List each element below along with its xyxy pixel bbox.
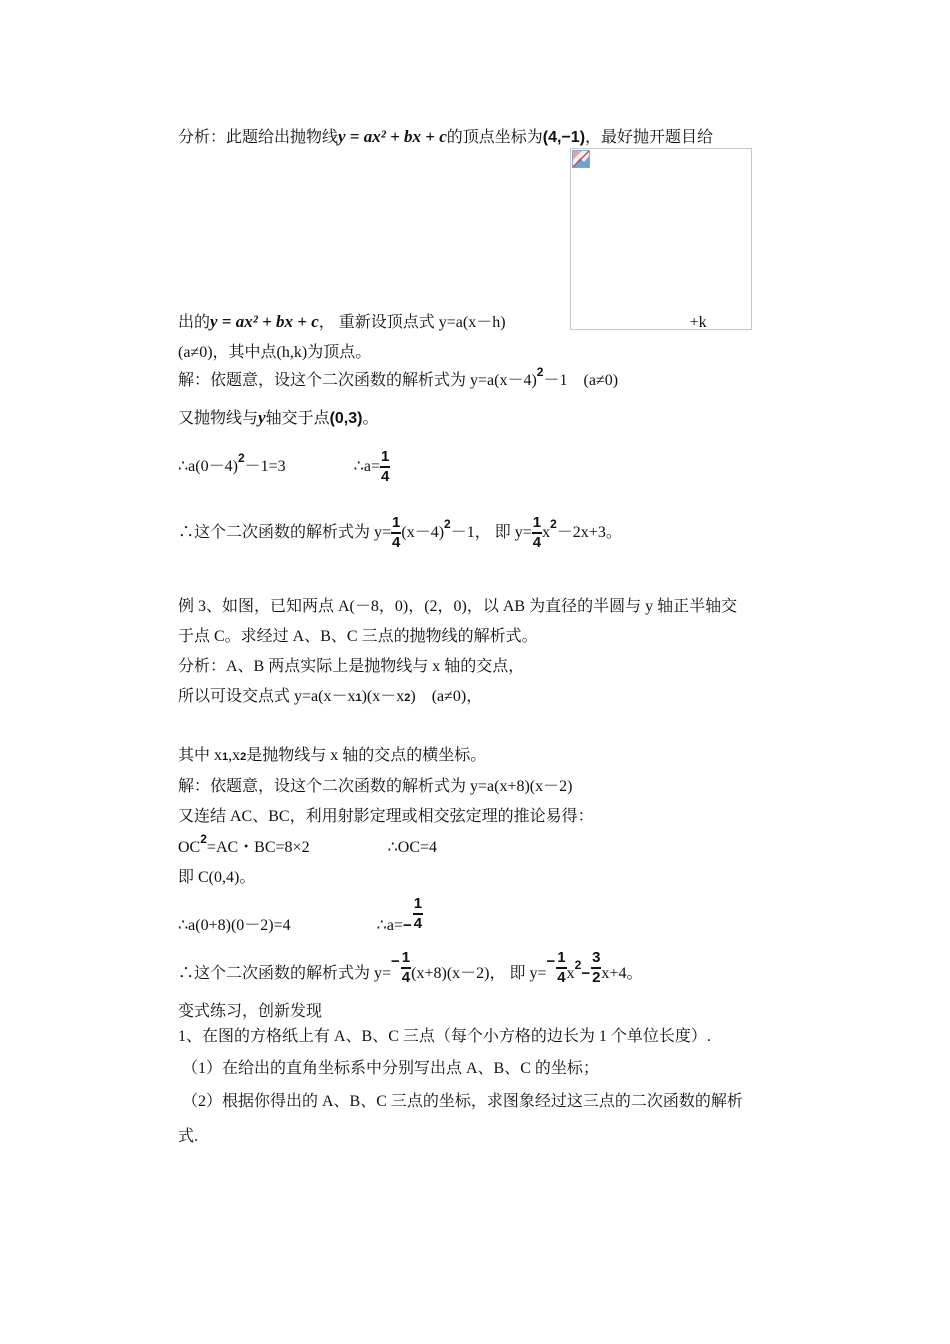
vertex-form-end: +k <box>689 314 707 331</box>
text-segment: x <box>566 965 575 982</box>
solution-line-3 <box>178 442 390 492</box>
fraction: $\frac{1}{4}$ <box>401 949 411 987</box>
text-segment: (x－4) <box>401 524 445 541</box>
text-segment: 又抛物线与 <box>178 408 259 427</box>
text-segment: =AC・BC=8×2 <box>206 839 310 856</box>
text-segment: ∴这个二次函数的解析式为 y= <box>178 965 392 982</box>
text-segment: ∴a= <box>353 458 380 475</box>
minus-sign: − <box>546 953 556 971</box>
text-segment: 所以可设交点式 y=a(x－x <box>178 688 356 705</box>
example-3-line-1: 例 3、如图，已知两点 A(－8，0)，(2，0)，以 AB 为直径的半圆与 y 轴正半轴交 <box>178 598 738 615</box>
practice-part-2: （2）根据你得出的 A、B、C 三点的坐标，求图象经过这三点的二次函数的解析 <box>182 1093 743 1110</box>
practice-question-1: 1、在图的方格纸上有 A、B、C 三点（每个小方格的边长为 1 个单位长度）. <box>178 1028 711 1045</box>
fraction: $\frac{1}{4}$ <box>532 514 542 552</box>
text-segment: 是抛物线与 x 轴的交点的横坐标。 <box>246 747 487 764</box>
exponent: 2 <box>200 832 207 846</box>
intercept-point: (0,3) <box>329 410 363 427</box>
solution-line-1 <box>178 365 619 391</box>
fraction: $\frac{1}{4}$ <box>380 448 390 486</box>
subscript: 1 <box>222 751 229 763</box>
exponent: 2 <box>237 451 245 465</box>
subscript: 2 <box>240 751 247 763</box>
example-3-solution-5 <box>178 944 642 1004</box>
text-segment: x <box>542 524 551 541</box>
text-segment: 解：依题意，设这个二次函数的解析式为 y=a(x－4) <box>178 372 537 389</box>
intercept-form-line <box>178 687 482 708</box>
y-variable: y <box>258 408 266 427</box>
roots-note <box>178 746 486 767</box>
vertex-coordinates: (4,−1) <box>542 129 586 146</box>
analysis-text-end: ，最好抛开题目给 <box>585 127 714 146</box>
broken-image-icon <box>572 150 590 168</box>
exponent: 2 <box>550 517 557 531</box>
subscript: 1 <box>355 692 362 704</box>
minus-sign: − <box>402 917 412 935</box>
practice-part-2-end: 式. <box>178 1128 199 1145</box>
vertex-form-text: ， 重新设顶点式 y=a(x－h) <box>318 314 506 331</box>
text-segment: －1 (a≠0) <box>543 372 619 389</box>
text-segment: (x+8)(x－2)， 即 y= <box>411 965 547 982</box>
text-segment: ∴a= <box>376 917 403 934</box>
text-segment: ,x <box>228 747 241 764</box>
example-3-solution-2: 又连结 AC、BC，利用射影定理或相交弦定理的推论易得： <box>178 808 594 825</box>
text-segment: －1， 即 y= <box>450 524 532 541</box>
text-segment: OC <box>178 839 201 856</box>
fraction: $\frac{3}{2}$ <box>592 949 601 987</box>
fraction: $\frac{1}{4}$ <box>413 895 423 933</box>
exponent: 2 <box>444 517 451 531</box>
example-3-analysis: 分析：A、B 两点实际上是抛物线与 x 轴的交点， <box>178 658 525 675</box>
text-segment: －2x+3。 <box>556 524 622 541</box>
minus-sign: − <box>581 965 591 983</box>
text-segment: )(x－x <box>361 688 405 705</box>
solution-line-4 <box>178 508 622 558</box>
text-segment: x+4。 <box>601 965 643 982</box>
practice-heading: 变式练习，创新发现 <box>178 1003 323 1020</box>
exponent: 2 <box>574 958 582 972</box>
vertex-note: (a≠0)，其中点(h,k)为顶点。 <box>178 344 372 361</box>
example-3-line-2: 于点 C。求经过 A、B、C 三点的抛物线的解析式。 <box>178 628 538 645</box>
text-segment: 其中 x <box>178 747 223 764</box>
text-segment: 。 <box>362 408 379 427</box>
text-segment: ∴这个二次函数的解析式为 y= <box>178 524 392 541</box>
point-c: 即 C(0,4)。 <box>178 869 256 886</box>
fraction: $\frac{1}{4}$ <box>557 949 566 987</box>
vertex-text: 的顶点坐标为 <box>446 127 543 146</box>
exponent: 2 <box>536 365 544 379</box>
solution-line-2 <box>178 408 379 429</box>
practice-part-1: （1）在给出的直角坐标系中分别写出点 A、B、C 的坐标； <box>182 1060 599 1077</box>
text-segment: ∴a(0+8)(0－2)=4 <box>178 917 291 934</box>
text-segment: 出的 <box>178 312 211 331</box>
analysis-text: 分析：此题给出抛物线 <box>178 127 339 146</box>
analysis-line-1 <box>178 127 713 148</box>
parabola-equation: y = ax² + bx + c <box>338 127 447 146</box>
fraction: $\frac{1}{4}$ <box>392 514 401 552</box>
text-segment: －1=3 <box>244 458 286 475</box>
text-segment: ∴a(0－4) <box>178 458 238 475</box>
example-3-solution-1: 解：依题意，设这个二次函数的解析式为 y=a(x+8)(x－2) <box>178 778 573 795</box>
text-segment: ) (a≠0)， <box>410 688 483 705</box>
minus-sign: − <box>391 953 400 971</box>
subscript: 2 <box>404 692 411 704</box>
text-segment: ∴OC=4 <box>387 839 438 856</box>
broken-image-placeholder <box>570 148 752 330</box>
example-3-solution-3 <box>178 832 438 858</box>
parabola-equation: y = ax² + bx + c <box>210 312 319 331</box>
text-segment: 轴交于点 <box>265 408 330 427</box>
analysis-line-2 <box>178 312 707 333</box>
